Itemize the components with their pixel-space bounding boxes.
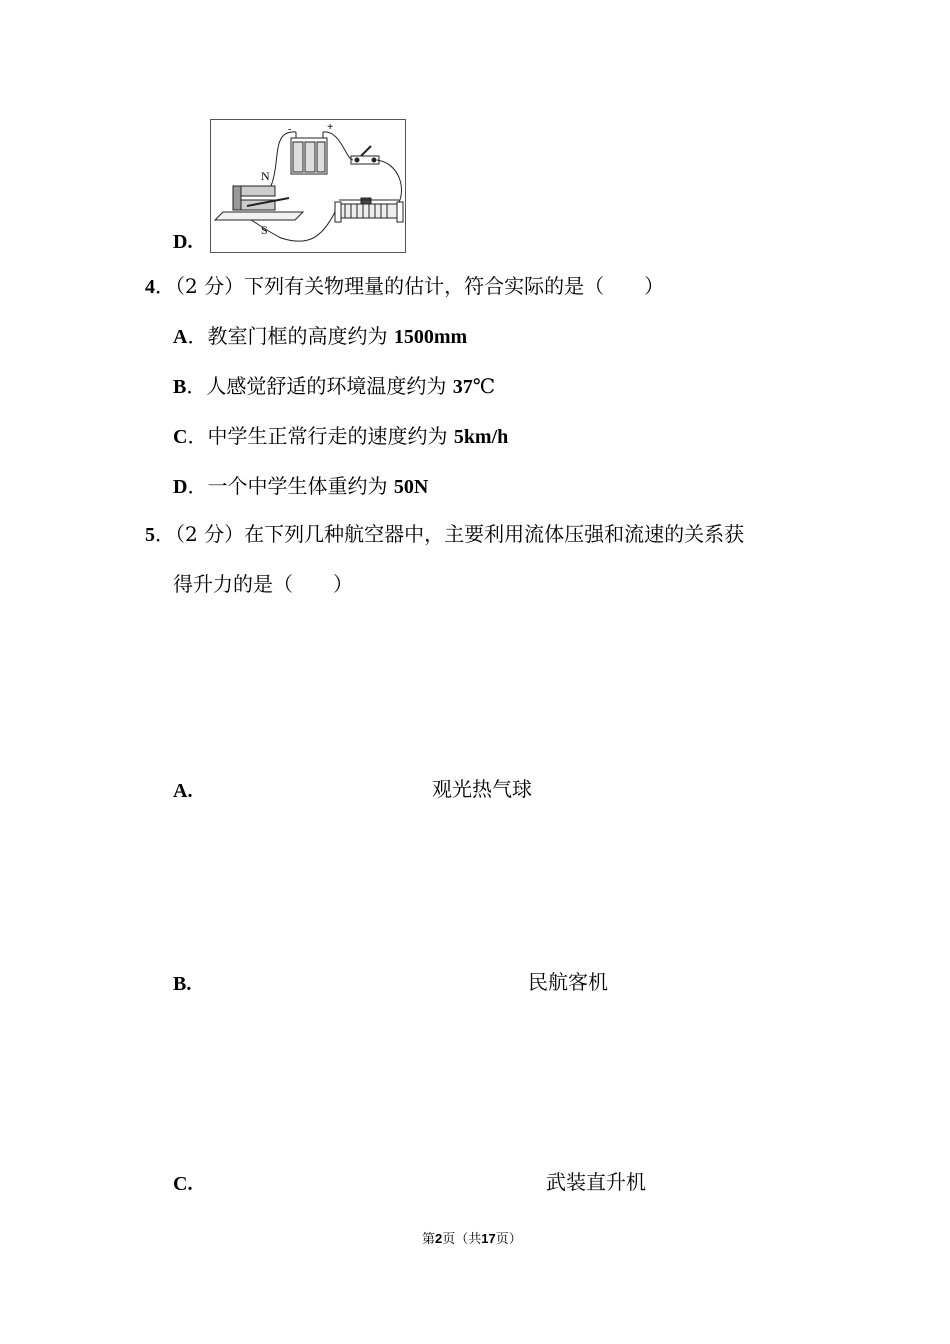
q4-option-a: A．教室门框的高度约为 1500mm (173, 324, 468, 348)
page-footer: 第2页（共17页） (422, 1231, 522, 1247)
q5-stem-line2: 得升力的是（ ） (173, 572, 353, 596)
magnet-icon (215, 186, 303, 220)
q5-option-b-letter: B. (173, 973, 192, 995)
q5-option-c-caption: 武装直升机 (546, 1170, 646, 1194)
q4-option-d: D．一个中学生体重约为 50N (173, 474, 429, 498)
circuit-figure (210, 119, 406, 253)
q5-option-a-letter: A. (173, 780, 193, 802)
q4-option-b: B．人感觉舒适的环境温度约为 37℃ (173, 374, 496, 398)
q4-stem: 4．（2 分）下列有关物理量的估计，符合实际的是（ ） (145, 274, 665, 298)
n-pole-label: N (261, 169, 270, 183)
plus-label: + (327, 121, 334, 133)
q5-option-a-caption: 观光热气球 (432, 777, 532, 801)
rheostat-icon (335, 198, 403, 222)
switch-icon (351, 146, 379, 164)
q5-option-c-letter: C. (173, 1173, 193, 1195)
s-pole-label: S (261, 223, 268, 237)
q4-option-c: C．中学生正常行走的速度约为 5km/h (173, 424, 509, 448)
q5-option-b-caption: 民航客机 (528, 970, 608, 994)
circuit-diagram (211, 120, 405, 252)
minus-label: - (288, 124, 292, 135)
q5-stem-line1: 5．（2 分）在下列几种航空器中，主要利用流体压强和流速的关系获 (145, 522, 745, 546)
q3-option-d-letter: D. (173, 231, 193, 253)
battery-icon (291, 132, 327, 174)
